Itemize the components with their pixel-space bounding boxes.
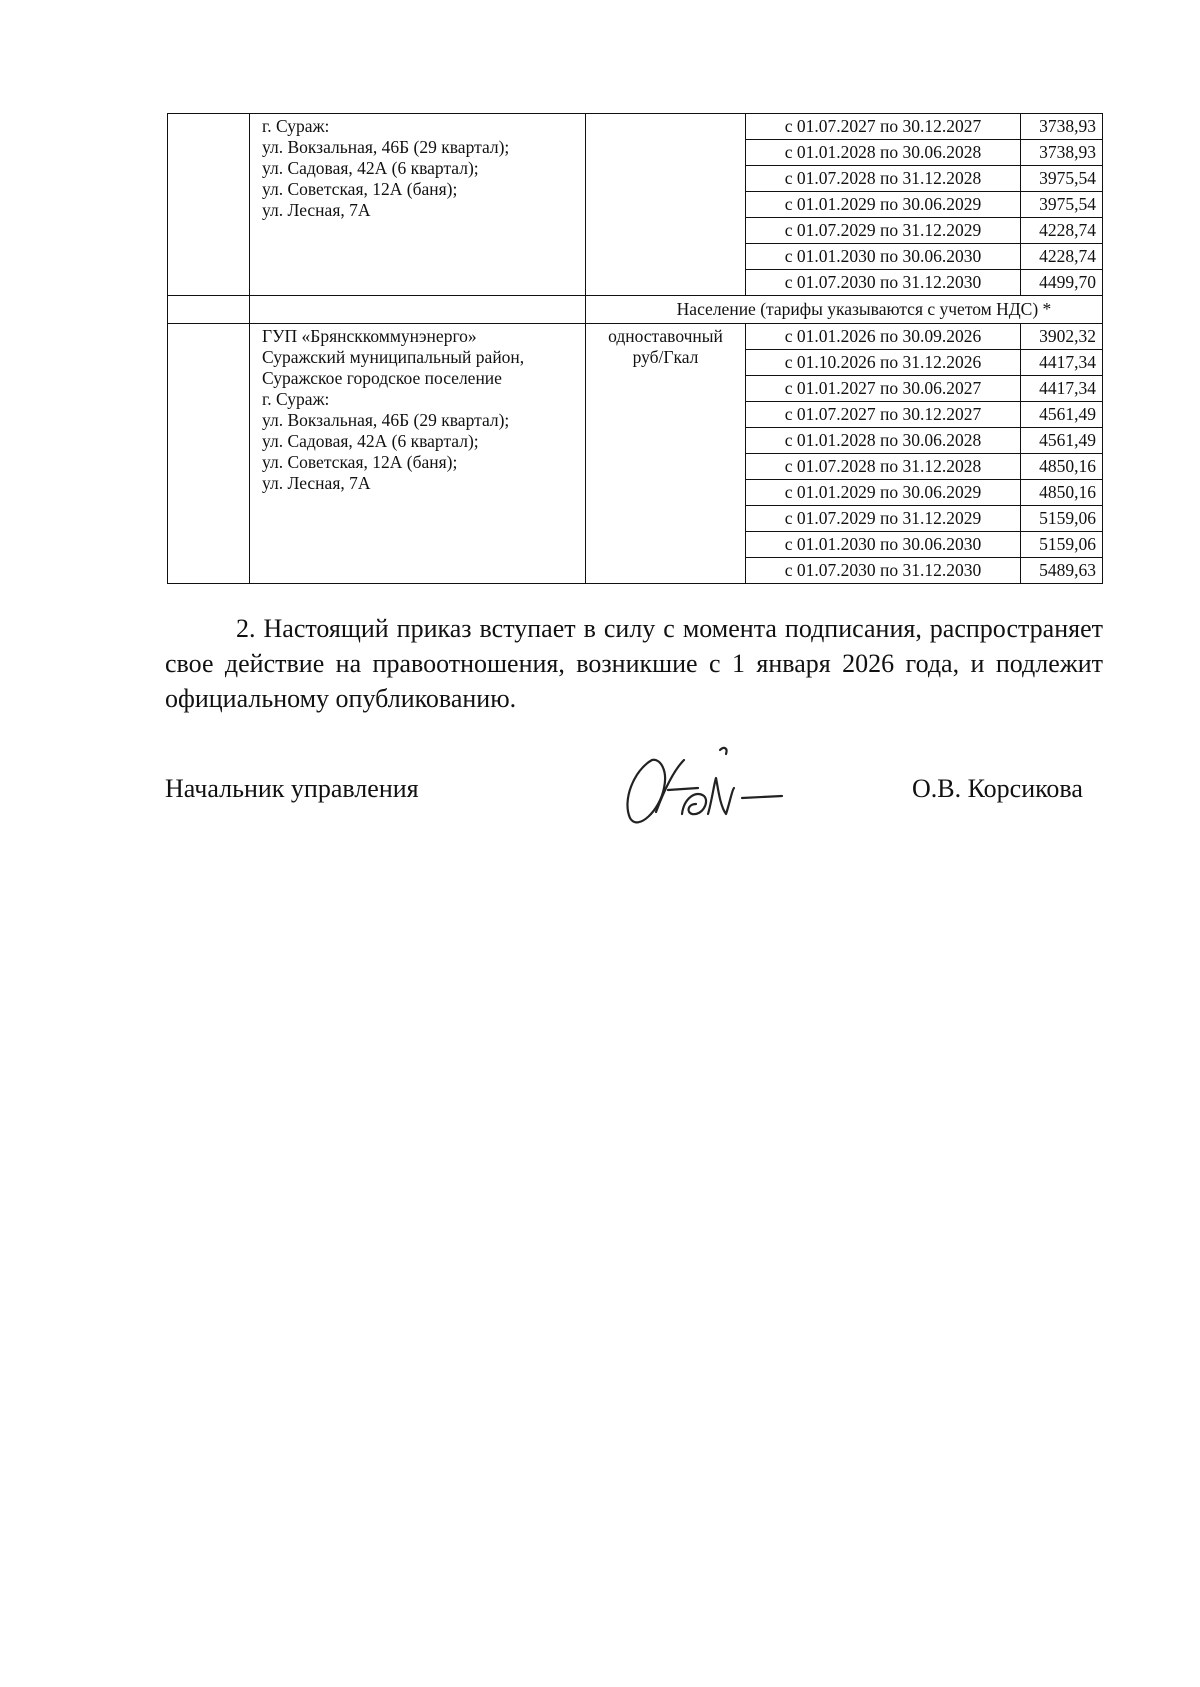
period-cell: с 01.07.2027 по 30.12.2027 xyxy=(746,114,1021,140)
period-cell: с 01.01.2028 по 30.06.2028 xyxy=(746,428,1021,454)
tariff-kind-cell xyxy=(586,114,746,296)
tariff-value-cell: 5159,06 xyxy=(1021,532,1103,558)
org-line: ул. Советская, 12А (баня); xyxy=(262,452,458,472)
table-row xyxy=(168,324,1103,350)
organization-cell xyxy=(250,114,586,296)
org-line: г. Сураж: xyxy=(262,389,330,409)
period-cell: с 01.01.2030 по 30.06.2030 xyxy=(746,532,1021,558)
tariff-value-cell: 3975,54 xyxy=(1021,192,1103,218)
tariff-value-cell: 3738,93 xyxy=(1021,140,1103,166)
signatory-position: Начальник управления xyxy=(165,774,419,803)
period-cell: с 01.07.2028 по 31.12.2028 xyxy=(746,166,1021,192)
section-header-row xyxy=(168,296,1103,324)
org-line: ул. Лесная, 7А xyxy=(262,200,371,220)
org-line: ул. Лесная, 7А xyxy=(262,473,371,493)
org-line: ул. Советская, 12А (баня); xyxy=(262,179,458,199)
table-row xyxy=(168,114,1103,140)
tariff-value-cell: 4850,16 xyxy=(1021,454,1103,480)
period-cell: с 01.01.2030 по 30.06.2030 xyxy=(746,244,1021,270)
period-cell: с 01.01.2029 по 30.06.2029 xyxy=(746,192,1021,218)
tariff-value-cell: 4417,34 xyxy=(1021,376,1103,402)
tariff-value-cell: 4417,34 xyxy=(1021,350,1103,376)
tariff-value-cell: 4228,74 xyxy=(1021,218,1103,244)
effective-date-paragraph: 2. Настоящий приказ вступает в силу с момента подписания, распространяет свое действие на правоотношения, возникшие с 1 января 2026 года, и подлежит официальному опубликованию. xyxy=(165,614,1103,713)
org-line: г. Сураж: xyxy=(262,116,330,136)
org-line: ул. Вокзальная, 46Б (29 квартал); xyxy=(262,410,510,430)
org-line: ГУП «Брянсккоммунэнерго» xyxy=(262,326,477,346)
period-cell: с 01.10.2026 по 31.12.2026 xyxy=(746,350,1021,376)
org-line: Суражский муниципальный район, xyxy=(262,347,525,367)
organization-cell xyxy=(250,296,586,324)
tariff-value-cell: 3738,93 xyxy=(1021,114,1103,140)
period-cell: с 01.07.2030 по 31.12.2030 xyxy=(746,558,1021,584)
period-cell: с 01.01.2028 по 30.06.2028 xyxy=(746,140,1021,166)
tariff-value-cell: 4850,16 xyxy=(1021,480,1103,506)
org-line: ул. Вокзальная, 46Б (29 квартал); xyxy=(262,137,510,157)
period-cell: с 01.07.2029 по 31.12.2029 xyxy=(746,506,1021,532)
organization-cell xyxy=(250,324,586,584)
tariff-value-cell: 4499,70 xyxy=(1021,270,1103,296)
tariff-value-cell: 5489,63 xyxy=(1021,558,1103,584)
tariff-value-cell: 5159,06 xyxy=(1021,506,1103,532)
tariff-kind-cell xyxy=(586,324,746,584)
section-title: Население (тарифы указываются с учетом НДС) * xyxy=(586,296,1103,324)
tariff-kind: одноставочный xyxy=(608,326,723,346)
row-number-cell xyxy=(168,296,250,324)
tariff-unit: руб/Гкал xyxy=(632,347,699,367)
row-number-cell xyxy=(168,114,250,296)
period-cell: с 01.07.2029 по 31.12.2029 xyxy=(746,218,1021,244)
org-line: ул. Садовая, 42А (6 квартал); xyxy=(262,158,479,178)
tariff-value-cell: 3902,32 xyxy=(1021,324,1103,350)
org-line: ул. Садовая, 42А (6 квартал); xyxy=(262,431,479,451)
period-cell: с 01.01.2026 по 30.09.2026 xyxy=(746,324,1021,350)
tariff-table xyxy=(167,113,1103,584)
period-cell: с 01.01.2027 по 30.06.2027 xyxy=(746,376,1021,402)
row-number-cell xyxy=(168,324,250,584)
tariff-value-cell: 3975,54 xyxy=(1021,166,1103,192)
handwritten-signature xyxy=(612,740,792,835)
tariff-value-cell: 4561,49 xyxy=(1021,402,1103,428)
period-cell: с 01.07.2027 по 30.12.2027 xyxy=(746,402,1021,428)
period-cell: с 01.01.2029 по 30.06.2029 xyxy=(746,480,1021,506)
tariff-value-cell: 4561,49 xyxy=(1021,428,1103,454)
period-cell: с 01.07.2028 по 31.12.2028 xyxy=(746,454,1021,480)
signatory-name: О.В. Корсикова xyxy=(912,774,1083,803)
tariff-value-cell: 4228,74 xyxy=(1021,244,1103,270)
period-cell: с 01.07.2030 по 31.12.2030 xyxy=(746,270,1021,296)
org-line: Суражское городское поселение xyxy=(262,368,502,388)
